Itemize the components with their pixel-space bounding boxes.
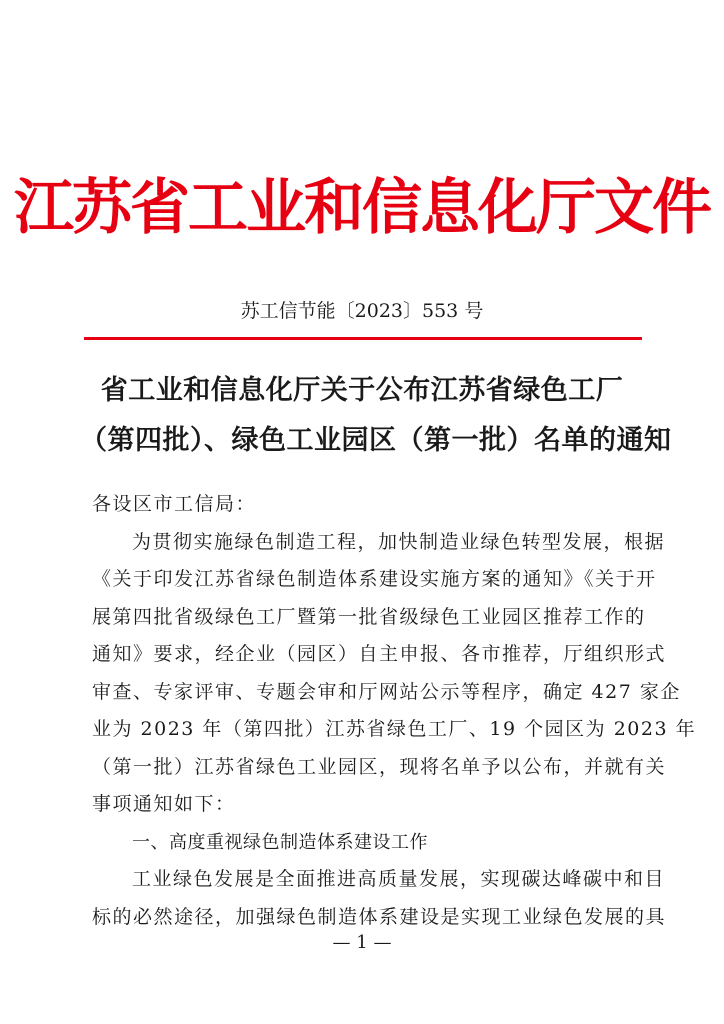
notice-title-line-1: 省工业和信息化厅关于公布江苏省绿色工厂 [100,375,624,406]
paragraph-1-line: 《关于印发江苏省绿色制造体系建设实施方案的通知》《关于开 [92,568,657,590]
paragraph-1-line: 展第四批省级绿色工厂暨第一批省级绿色工业园区推荐工作的 [92,605,646,628]
paragraph-1-line: 审查、专家评审、专题会审和厅网站公示等程序，确定 427 家企 [92,680,681,703]
page-number: — 1 — [332,932,392,953]
paragraph-1-line: （第一批）江苏省绿色工业园区，现将名单予以公布，并就有关 [92,755,667,778]
paragraph-2-line: 工业绿色发展是全面推进高质量发展，实现碳达峰碳中和目 [132,868,666,890]
salutation: 各设区市工信局： [92,493,257,515]
notice-body [92,486,697,936]
paragraph-1-line: 事项通知如下： [92,793,236,815]
paragraph-1 [92,524,697,824]
paragraph-1-line: 通知》要求，经企业（园区）自主申报、各市推荐，厅组织形式 [92,643,667,665]
paragraph-2 [92,861,667,936]
section-1-heading: 一、高度重视绿色制造体系建设工作 [132,831,428,853]
red-divider-line [84,337,642,340]
paragraph-1-line: 为贯彻实施绿色制造工程，加快制造业绿色转型发展，根据 [132,530,666,553]
notice-title-line-2: （第四批）、绿色工业园区（第一批）名单的通知 [80,425,672,456]
paragraph-2-line: 标的必然途径，加强绿色制造体系建设是实现工业绿色发展的具 [92,905,667,928]
document-number: 苏工信节能〔2023〕553 号 [240,300,484,322]
notice-title [80,366,672,466]
issuer-banner: 江苏省工业和信息化厅文件 [14,173,710,243]
paragraph-1-line: 业为 2023 年（第四批）江苏省绿色工厂、19 个园区为 2023 年 [92,718,697,740]
